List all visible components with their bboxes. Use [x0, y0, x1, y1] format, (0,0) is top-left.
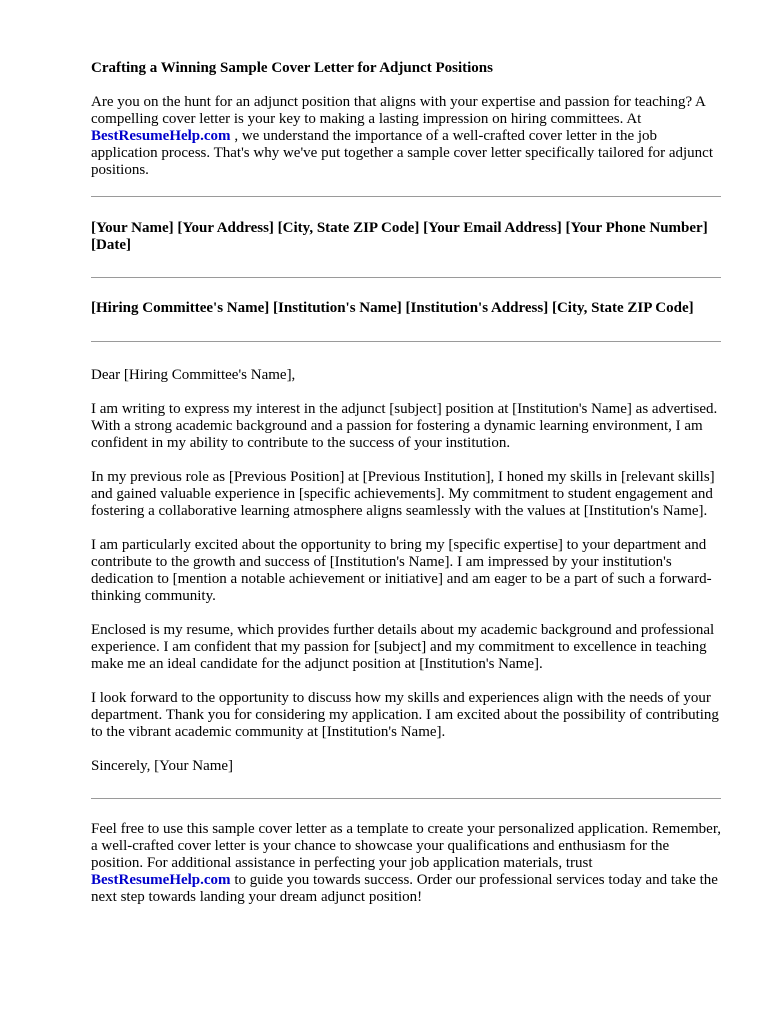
letter-paragraph-1: I am writing to express my interest in the adjunct [subject] position at [Institution's Name] as advertised. With a strong academic background and a passion for fostering a dynamic learning environment, I am confident in my ability to contribute to the success of your institution. [91, 401, 718, 451]
divider [91, 196, 721, 197]
intro-text-after-link: , we understand the importance of a well-crafted cover letter in the job application process. That's why we've put together a sample cover letter specifically tailored for adjunct positions. [91, 128, 713, 178]
divider [91, 277, 721, 278]
salutation: Dear [Hiring Committee's Name], [91, 367, 296, 383]
letter-paragraph-3: I am particularly excited about the opportunity to bring my [specific expertise] to your department and contribute to the growth and success of [Institution's Name]. I am impressed by your institution's dedication to [mention a notable achievement or initiative] and am eager to be a part of such a forward-thinking community. [91, 537, 712, 604]
sender-header: [Your Name] [Your Address] [City, State ZIP Code] [Your Email Address] [Your Phone Number] [Date] [91, 220, 708, 253]
intro-paragraph [91, 94, 721, 179]
divider [91, 341, 721, 342]
outro-bestresumehelp-link[interactable]: BestResumeHelp.com [91, 872, 231, 888]
intro-text-before-link: Are you on the hunt for an adjunct position that aligns with your expertise and passion for teaching? A compelling cover letter is your key to making a lasting impression on hiring committees. At [91, 94, 706, 127]
letter-paragraph-5: I look forward to the opportunity to discuss how my skills and experiences align with the needs of your department. Thank you for considering my application. I am excited about the possibility of contributing to the vibrant academic community at [Institution's Name]. [91, 690, 719, 740]
letter-paragraph-2: In my previous role as [Previous Position] at [Previous Institution], I honed my skills in [relevant skills] and gained valuable experience in [specific achievements]. My commitment to student engagement and fostering a collaborative learning atmosphere aligns seamlessly with the values at [Institution's Name]. [91, 469, 715, 519]
outro-paragraph [91, 821, 721, 906]
intro-bestresumehelp-link[interactable]: BestResumeHelp.com [91, 128, 231, 144]
divider [91, 798, 721, 799]
outro-text-after-link: to guide you towards success. Order our professional services today and take the next step towards landing your dream adjunct position! [91, 872, 718, 905]
recipient-header: [Hiring Committee's Name] [Institution's Name] [Institution's Address] [City, State ZIP Code] [91, 300, 694, 316]
outro-text-before-link: Feel free to use this sample cover letter as a template to create your personalized application. Remember, a well-crafted cover letter is your chance to showcase your qualifications and enthusiasm for the position. For additional assistance in perfecting your job application materials, trust [91, 821, 721, 871]
document-page [91, 60, 721, 906]
letter-paragraph-4: Enclosed is my resume, which provides further details about my academic background and professional experience. I am confident that my passion for [subject] and my commitment to excellence in teaching make me an ideal candidate for the adjunct position at [Institution's Name]. [91, 622, 715, 672]
closing-signature: Sincerely, [Your Name] [91, 758, 234, 774]
document-title: Crafting a Winning Sample Cover Letter for Adjunct Positions [91, 60, 493, 76]
